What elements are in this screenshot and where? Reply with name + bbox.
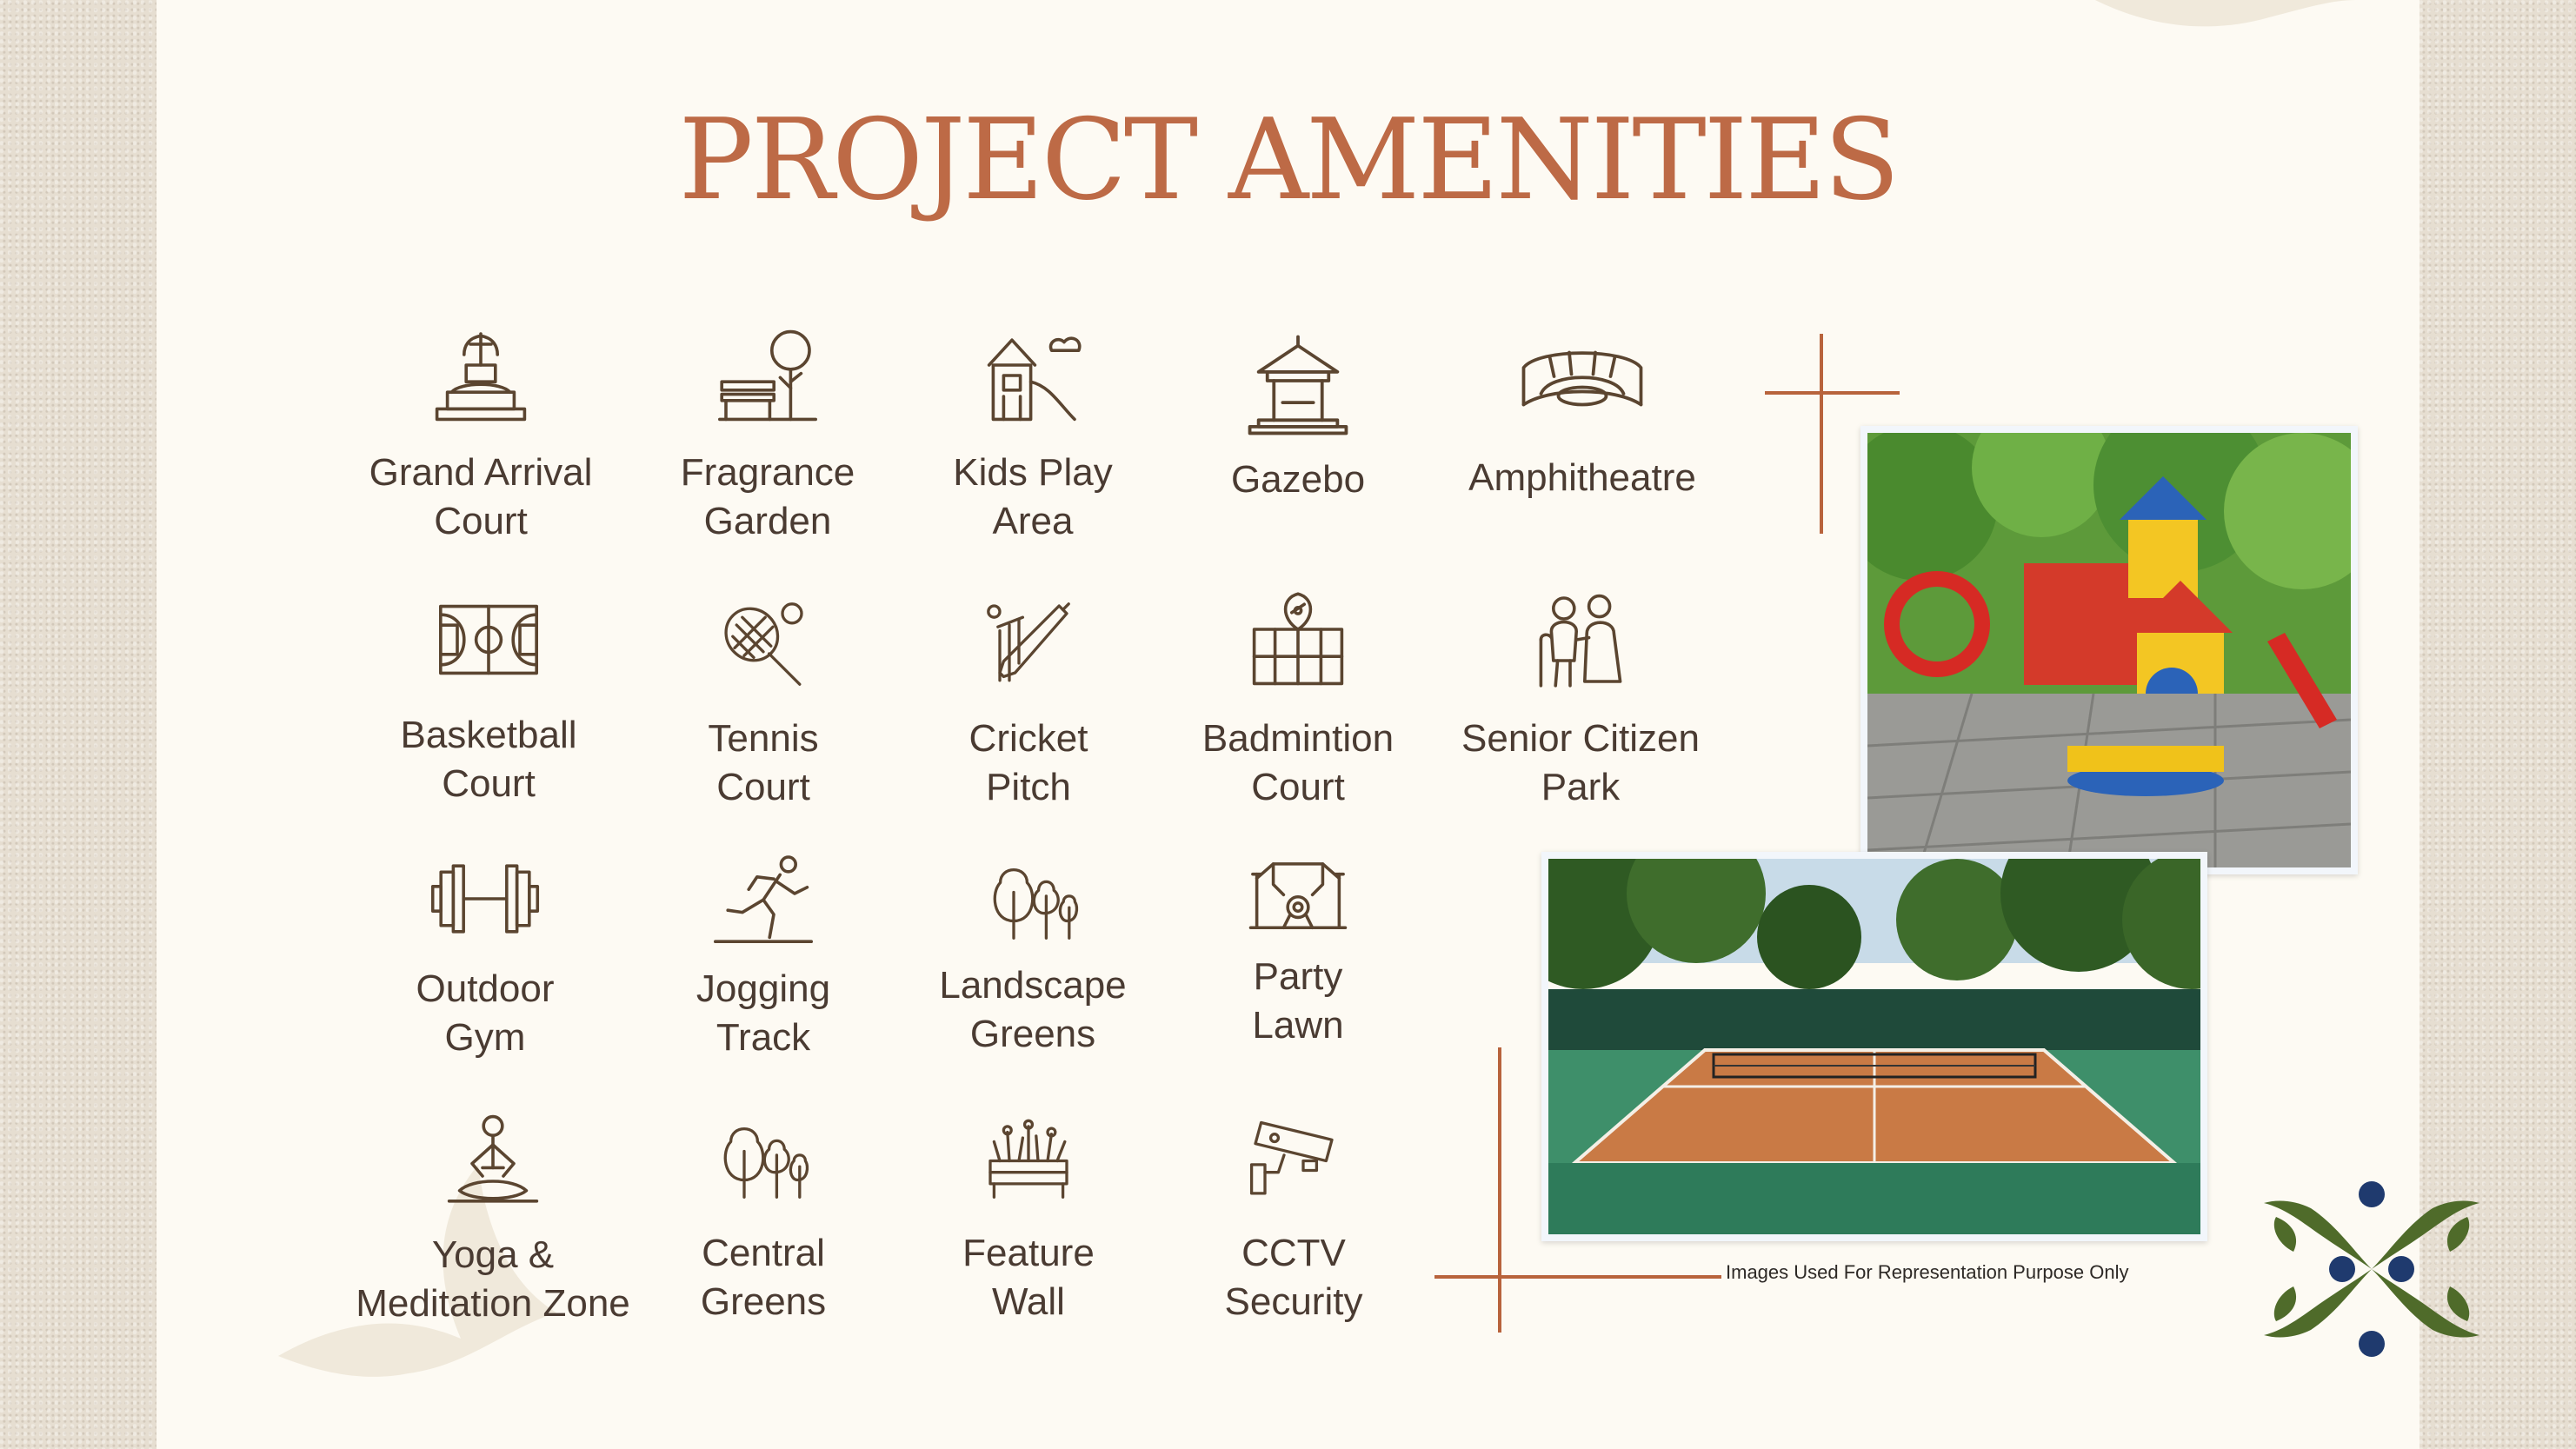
amenity-cricket-pitch	[885, 596, 1172, 812]
amenity-party-lawn	[1155, 854, 1441, 1050]
amenity-feature-wall	[885, 1113, 1172, 1326]
amenity-label: Feature Wall	[962, 1232, 1095, 1323]
amenity-grand-arrival-court	[337, 323, 624, 546]
bird-watermark-top-icon	[2095, 0, 2356, 52]
senior-citizens-icon	[1528, 588, 1633, 692]
amenity-cctv-security	[1150, 1113, 1437, 1326]
amenity-badminton-court	[1155, 588, 1441, 812]
amenity-jogging-track	[620, 854, 907, 1062]
accent-line-bottom-vertical	[1498, 1047, 1501, 1333]
badminton-court-icon	[1246, 588, 1350, 692]
floral-motif-icon	[2259, 1173, 2485, 1365]
amenity-label: Badmintion Court	[1201, 717, 1395, 808]
amenity-label: Senior Citizen Park	[1461, 717, 1700, 808]
amenity-outdoor-gym	[342, 855, 629, 1062]
trees-icon	[716, 1113, 811, 1200]
accent-line-top-horizontal	[1765, 391, 1900, 395]
tennis-court-photo	[1541, 852, 2207, 1241]
amphitheatre-icon	[1517, 339, 1647, 422]
amenity-label: Landscape Greens	[939, 964, 1127, 1055]
yoga-icon	[441, 1113, 545, 1208]
amenity-landscape-greens	[889, 854, 1176, 1059]
planter-wall-icon	[981, 1113, 1076, 1200]
amenity-label: Jogging Track	[696, 967, 831, 1059]
amenity-label: Outdoor Gym	[416, 967, 555, 1059]
amenity-label: Party Lawn	[1252, 955, 1344, 1047]
disclaimer-caption: Images Used For Representation Purpose Only	[1726, 1261, 2129, 1283]
accent-line-top-vertical	[1820, 334, 1823, 534]
amenity-label: Central Greens	[700, 1232, 827, 1323]
amenity-basketball-court	[345, 598, 632, 808]
amenity-central-greens	[620, 1113, 907, 1326]
play-house-icon	[981, 323, 1085, 428]
amenity-label: Basketball Court	[400, 714, 577, 805]
amenity-senior-citizen-park	[1437, 588, 1724, 812]
amenity-label: CCTV Security	[1224, 1232, 1363, 1323]
basketball-court-icon	[436, 598, 541, 681]
amenity-label: Kids Play Area	[953, 451, 1113, 542]
page-title: PROJECT AMENITIES	[678, 96, 1898, 225]
amenity-fragrance-garden	[624, 323, 911, 546]
playground-photo	[1860, 426, 2358, 874]
amenity-yoga-meditation-zone	[349, 1113, 636, 1328]
garden-bench-icon	[716, 323, 820, 428]
amenity-gazebo	[1155, 330, 1441, 504]
amenity-label: Cricket Pitch	[968, 717, 1088, 808]
amenity-amphitheatre	[1439, 339, 1726, 502]
amenity-label: Fragrance Garden	[680, 451, 855, 542]
gazebo-icon	[1243, 330, 1353, 440]
amenity-label: Gazebo	[1230, 458, 1366, 501]
party-lawn-icon	[1246, 854, 1350, 932]
amenity-label: Grand Arrival Court	[369, 451, 593, 542]
trees-icon	[985, 854, 1081, 941]
dumbbell-icon	[429, 855, 542, 942]
runner-icon	[711, 854, 815, 944]
amenity-label: Yoga & Meditation Zone	[356, 1233, 630, 1325]
cctv-camera-icon	[1246, 1113, 1341, 1200]
amenity-kids-play-area	[889, 323, 1176, 546]
cricket-bat-icon	[981, 596, 1076, 692]
amenity-label: Amphitheatre	[1468, 456, 1696, 499]
amenity-tennis-court	[620, 596, 907, 812]
fountain-icon	[429, 323, 533, 428]
amenity-label: Tennis Court	[708, 717, 819, 808]
accent-line-bottom-horizontal	[1434, 1275, 1721, 1279]
tennis-racket-icon	[716, 596, 811, 692]
